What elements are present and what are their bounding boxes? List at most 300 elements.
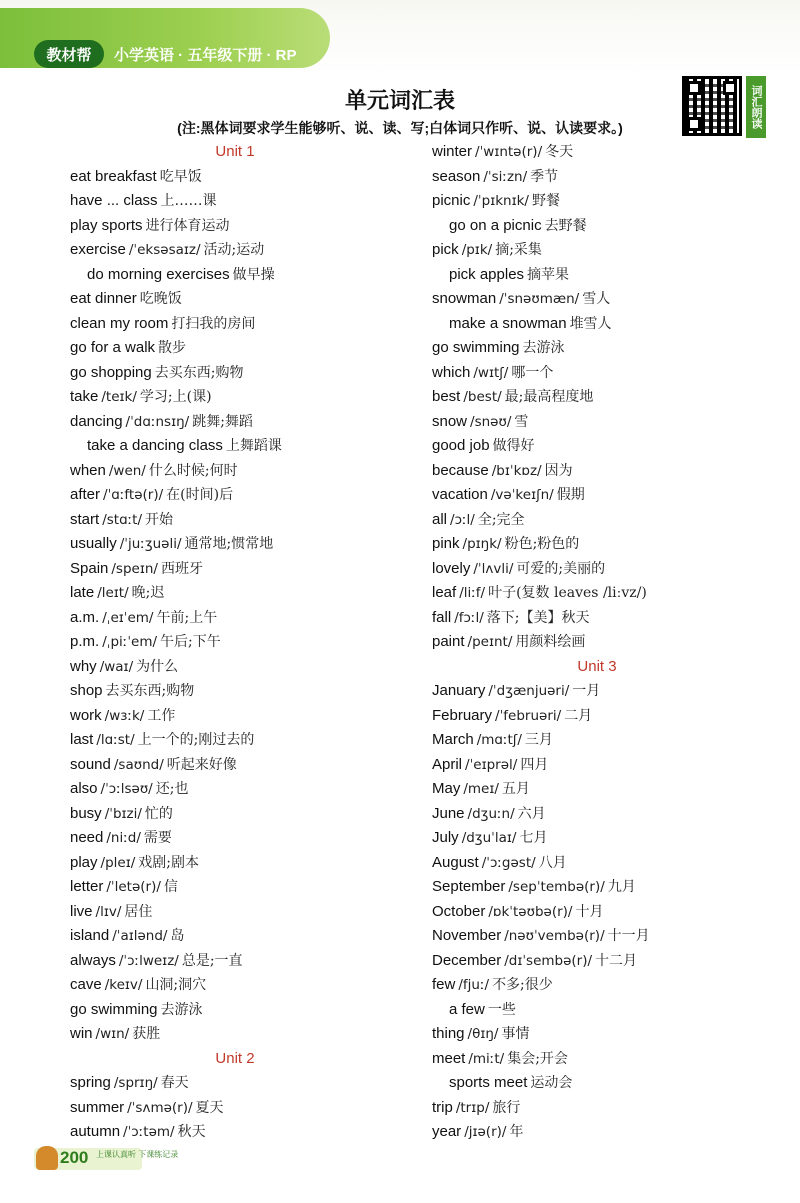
- vocab-entry: [432, 263, 772, 288]
- vocab-entry: [432, 973, 772, 998]
- vocab-entry: [432, 336, 772, 361]
- vocab-meaning: 全;完全: [477, 511, 525, 528]
- vocab-word: pink: [432, 535, 460, 552]
- vocab-meaning: 去野餐: [544, 217, 587, 234]
- vocab-word: when: [70, 461, 106, 479]
- vocab-meaning: 集会;开会: [507, 1050, 568, 1067]
- vocab-meaning: 工作: [147, 707, 176, 724]
- vocab-word: meet: [432, 1049, 466, 1067]
- vocab-column-left: [70, 140, 420, 1145]
- vocab-meaning: 什么时候;何时: [148, 462, 238, 479]
- vocab-meaning: 事情: [501, 1026, 530, 1042]
- vocab-entry: [432, 630, 772, 655]
- vocab-phonetic: /vəˈkeɪʃn/: [490, 487, 554, 503]
- vocab-word: season: [432, 167, 481, 185]
- vocab-entry: [70, 165, 420, 190]
- vocab-entry: [432, 385, 772, 410]
- vocab-word: take: [70, 388, 99, 405]
- vocab-entry: [70, 263, 420, 288]
- vocab-phonetic: /nəʊˈvembə(r)/: [504, 928, 605, 944]
- vocab-phonetic: /θɪŋ/: [467, 1026, 499, 1042]
- vocab-word: sound: [70, 755, 111, 773]
- vocab-phonetic: /ˈɔːtəm/: [123, 1124, 175, 1140]
- vocab-entry: [432, 189, 772, 214]
- footer-tag: 上课认真听 下课练记录: [96, 1150, 179, 1159]
- vocab-word: work: [70, 706, 102, 724]
- vocab-word: Spain: [70, 559, 109, 577]
- vocab-entry: [70, 728, 420, 753]
- vocab-phonetic: /teɪk/: [101, 389, 137, 405]
- vocab-word: January: [432, 682, 486, 699]
- vocab-meaning: 摘苹果: [527, 266, 570, 283]
- vocab-meaning: 获胜: [132, 1026, 161, 1042]
- vocab-word: September: [432, 878, 506, 895]
- vocab-meaning: 四月: [520, 756, 549, 773]
- vocab-meaning: 一些: [487, 1001, 516, 1018]
- vocab-phonetic: /miːt/: [468, 1050, 505, 1067]
- vocab-entry: [70, 1096, 420, 1121]
- vocab-meaning: 上一个的;刚过去的: [137, 732, 255, 748]
- vocab-entry: [70, 704, 420, 729]
- vocab-word: paint: [432, 633, 465, 650]
- vocab-phonetic: /ˈsʌmə(r)/: [127, 1099, 193, 1116]
- vocab-meaning: 摘;采集: [495, 242, 542, 258]
- vocab-word: need: [70, 829, 104, 846]
- vocab-phonetic: /ˈpɪknɪk/: [473, 193, 529, 209]
- vocab-meaning: 八月: [538, 854, 567, 871]
- vocab-meaning: 粉色;粉色的: [504, 536, 580, 552]
- vocab-entry: [432, 826, 772, 851]
- vocab-word: eat dinner: [70, 290, 137, 307]
- vocab-entry: [432, 1047, 772, 1072]
- vocab-word: go swimming: [70, 1000, 158, 1018]
- vocab-phonetic: /ˈlʌvli/: [473, 560, 514, 577]
- vocab-meaning: 九月: [607, 879, 636, 895]
- vocab-entry: [70, 312, 420, 337]
- vocab-entry: [70, 214, 420, 239]
- vocab-meaning: 因为: [544, 462, 573, 479]
- vocab-phonetic: /keɪv/: [104, 977, 143, 993]
- vocab-phonetic: /wen/: [108, 462, 146, 479]
- vocab-meaning: 开始: [145, 511, 174, 528]
- vocab-meaning: 去买东西;购物: [105, 683, 195, 699]
- vocab-word: August: [432, 853, 479, 871]
- vocab-meaning: 午前;上午: [156, 609, 218, 626]
- vocab-word: picnic: [432, 192, 471, 209]
- vocab-meaning: 冬天: [545, 144, 574, 160]
- vocab-phonetic: /ˈjuːʒuəli/: [119, 536, 182, 552]
- vocab-meaning: 戏剧;剧本: [138, 854, 199, 871]
- vocab-word: November: [432, 927, 502, 944]
- vocab-meaning: 岛: [170, 928, 185, 944]
- page-number: 200: [60, 1148, 89, 1167]
- vocab-entry: [432, 287, 772, 312]
- vocab-entry: [432, 851, 772, 876]
- vocab-entry: [70, 508, 420, 533]
- vocab-phonetic: /saʊnd/: [113, 756, 164, 773]
- vocab-meaning: 落下;【美】秋天: [486, 609, 590, 626]
- vocab-word: eat breakfast: [70, 167, 157, 185]
- vocab-word: take a dancing class: [87, 437, 223, 454]
- vocab-entry: [432, 312, 772, 337]
- vocab-meaning: 二月: [564, 707, 593, 724]
- vocab-word: letter: [70, 878, 104, 895]
- vocab-word: trip: [432, 1098, 453, 1116]
- vocab-meaning: 雪: [514, 413, 529, 430]
- vocab-entry: [432, 1096, 772, 1121]
- vocab-word: winter: [432, 143, 473, 160]
- vocab-phonetic: /leɪt/: [97, 585, 129, 601]
- vocab-word: go swimming: [432, 339, 520, 356]
- vocab-entry: [70, 434, 420, 459]
- vocab-word: best: [432, 388, 461, 405]
- vocab-meaning: 午后;下午: [160, 634, 221, 650]
- vocab-entry: [70, 287, 420, 312]
- vocab-meaning: 上舞蹈课: [225, 438, 282, 454]
- vocab-word: snow: [432, 412, 468, 430]
- vocab-word: summer: [70, 1098, 125, 1116]
- vocab-meaning: 去游泳: [522, 340, 565, 356]
- vocab-entry: [70, 949, 420, 974]
- vocab-meaning: 三月: [524, 732, 553, 748]
- vocab-word: do morning exercises: [87, 265, 230, 283]
- vocab-phonetic: /wɪn/: [95, 1026, 130, 1042]
- vocab-phonetic: /sepˈtembə(r)/: [508, 879, 605, 895]
- brand-logo: 教材帮: [34, 40, 104, 68]
- vocab-phonetic: /lɑːst/: [96, 732, 135, 748]
- vocab-word: few: [432, 976, 456, 993]
- vocab-word: start: [70, 510, 100, 528]
- vocab-word: always: [70, 951, 116, 969]
- vocab-meaning: 吃晚饭: [139, 291, 182, 307]
- vocab-word: snowman: [432, 290, 497, 307]
- vocab-phonetic: /ˌeɪˈem/: [102, 609, 154, 626]
- vocab-meaning: 打扫我的房间: [171, 315, 256, 332]
- vocab-meaning: 吃早饭: [159, 168, 202, 185]
- vocab-word: go on a picnic: [449, 216, 542, 234]
- vocab-entry: [432, 753, 772, 778]
- vocab-word: sports meet: [449, 1074, 528, 1091]
- vocab-entry: [70, 385, 420, 410]
- vocab-meaning: 还;也: [155, 781, 189, 797]
- vocab-word: cave: [70, 976, 102, 993]
- vocab-meaning: 做早操: [232, 266, 275, 283]
- vocab-word: clean my room: [70, 314, 169, 332]
- vocab-meaning: 通常地;惯常地: [184, 536, 274, 552]
- vocab-word: exercise: [70, 241, 126, 258]
- vocab-phonetic: /ˈletə(r)/: [106, 879, 161, 895]
- vocab-word: after: [70, 486, 101, 503]
- vocab-entry: [432, 434, 772, 459]
- vocab-word: because: [432, 461, 489, 479]
- vocab-word: busy: [70, 804, 102, 822]
- vocab-entry: [432, 459, 772, 484]
- vocab-word: July: [432, 829, 459, 846]
- vocab-entry: [70, 851, 420, 876]
- vocab-word: February: [432, 706, 493, 724]
- vocab-phonetic: /dʒuˈlaɪ/: [461, 830, 517, 846]
- vocab-phonetic: /ˈsiːzn/: [483, 168, 528, 185]
- vocab-meaning: 季节: [530, 168, 559, 185]
- vocab-word: last: [70, 731, 94, 748]
- vocab-entry: [70, 581, 420, 606]
- vocab-word: usually: [70, 535, 117, 552]
- vocab-word: lovely: [432, 559, 471, 577]
- vocab-word: thing: [432, 1025, 465, 1042]
- vocab-meaning: 听起来好像: [166, 756, 237, 773]
- vocab-entry: [70, 1071, 420, 1096]
- vocab-meaning: 秋天: [177, 1124, 206, 1140]
- vocab-word: why: [70, 657, 97, 675]
- vocab-entry: [432, 581, 772, 606]
- vocab-phonetic: /ˈɔːgəst/: [481, 854, 536, 871]
- vocab-entry: [432, 532, 772, 557]
- vocab-phonetic: /ɔːl/: [450, 511, 475, 528]
- vocab-word: good job: [432, 437, 490, 454]
- vocab-phonetic: /ɒkˈtəʊbə(r)/: [488, 903, 573, 920]
- vocab-word: p.m.: [70, 633, 100, 650]
- vocab-entry: [432, 557, 772, 582]
- vocab-word: autumn: [70, 1123, 121, 1140]
- vocab-meaning: 五月: [501, 781, 530, 797]
- vocab-phonetic: /ˈdʒænjuəri/: [488, 683, 570, 699]
- vocab-word: all: [432, 510, 448, 528]
- vocab-entry: [70, 189, 420, 214]
- vocab-entry: [432, 704, 772, 729]
- vocab-phonetic: /jɪə(r)/: [464, 1124, 507, 1140]
- vocab-meaning: 用颜料绘画: [515, 634, 586, 650]
- vocab-entry: [70, 802, 420, 827]
- vocab-meaning: 散步: [158, 340, 187, 356]
- vocab-meaning: 十二月: [595, 952, 638, 969]
- vocab-phonetic: /fjuː/: [458, 977, 490, 993]
- vocab-meaning: 上……课: [160, 193, 217, 209]
- vocab-phonetic: /ˈeɪprəl/: [465, 756, 518, 773]
- vocab-meaning: 去买东西;购物: [154, 364, 244, 381]
- vocab-meaning: 十月: [575, 903, 604, 920]
- vocab-entry: [70, 483, 420, 508]
- vocab-meaning: 假期: [556, 487, 585, 503]
- vocab-entry: [432, 483, 772, 508]
- vocab-word: pick apples: [449, 265, 525, 283]
- vocab-entry: [70, 1120, 420, 1145]
- vocab-entry: [432, 949, 772, 974]
- vocab-meaning: 山洞;洞穴: [145, 977, 207, 993]
- vocab-word: April: [432, 755, 463, 773]
- vocab-entry: [70, 410, 420, 435]
- vocab-entry: [70, 606, 420, 631]
- vocab-entry: [432, 679, 772, 704]
- vocab-entry: [432, 900, 772, 925]
- vocab-word: vacation: [432, 486, 488, 503]
- page-note: (注:黑体词要求学生能够听、说、读、写;白体词只作听、说、认读要求。): [177, 120, 623, 136]
- vocab-phonetic: /bɪˈkɒz/: [491, 462, 542, 479]
- vocab-word: March: [432, 731, 474, 748]
- vocab-meaning: 学习;上(课): [139, 389, 212, 405]
- vocab-word: May: [432, 780, 461, 797]
- vocab-phonetic: /dʒuːn/: [467, 805, 515, 822]
- vocab-phonetic: /meɪ/: [463, 781, 499, 797]
- vocab-phonetic: /pɪk/: [461, 242, 493, 258]
- book-title: 小学英语 · 五年级下册 · RP: [114, 47, 297, 64]
- vocab-phonetic: /peɪnt/: [467, 634, 513, 650]
- vocab-entry: [432, 361, 772, 386]
- vocab-phonetic: /pɪŋk/: [462, 536, 502, 552]
- vocab-phonetic: /ˈsnəʊmæn/: [499, 291, 580, 307]
- vocab-word: dancing: [70, 412, 123, 430]
- unit-heading: Unit 3: [577, 657, 617, 675]
- vocab-word: go for a walk: [70, 339, 156, 356]
- vocab-word: December: [432, 951, 502, 969]
- vocab-entry: [432, 165, 772, 190]
- vocab-entry: [70, 1022, 420, 1047]
- vocab-entry: [70, 459, 420, 484]
- mascot-icon: [36, 1146, 58, 1170]
- vocab-entry: [432, 875, 772, 900]
- vocab-entry: [432, 238, 772, 263]
- vocab-phonetic: /mɑːtʃ/: [476, 732, 522, 748]
- vocab-word: fall: [432, 608, 452, 626]
- vocab-meaning: 跳舞;舞蹈: [192, 413, 253, 430]
- vocab-meaning: 哪一个: [511, 364, 554, 381]
- vocab-word: late: [70, 584, 95, 601]
- vocab-meaning: 堆雪人: [569, 315, 612, 332]
- vocab-meaning: 年: [509, 1124, 524, 1140]
- vocab-word: year: [432, 1123, 462, 1140]
- vocab-column-right: [432, 140, 772, 1145]
- vocab-entry: [70, 679, 420, 704]
- vocab-meaning: 做得好: [492, 438, 535, 454]
- vocab-phonetic: /wɜːk/: [104, 707, 145, 724]
- vocab-entry: [432, 140, 772, 165]
- unit-heading: Unit 1: [215, 143, 255, 160]
- vocab-phonetic: /ˈbɪzi/: [104, 805, 142, 822]
- vocab-phonetic: /ˈfebruəri/: [495, 707, 562, 724]
- vocab-meaning: 七月: [519, 830, 548, 846]
- vocab-entry: [70, 238, 420, 263]
- vocab-phonetic: /lɪv/: [95, 903, 122, 920]
- vocab-meaning: 一月: [572, 683, 601, 699]
- vocab-phonetic: /niːd/: [106, 830, 141, 846]
- vocab-meaning: 不多;很少: [492, 977, 553, 993]
- vocab-word: a few: [449, 1000, 485, 1018]
- vocab-entry: [432, 1120, 772, 1145]
- vocab-word: pick: [432, 241, 459, 258]
- vocab-word: island: [70, 927, 110, 944]
- vocab-entry: [432, 728, 772, 753]
- vocab-phonetic: /dɪˈsembə(r)/: [504, 952, 593, 969]
- qr-tag: 词汇朗读: [746, 76, 766, 138]
- vocab-meaning: 六月: [517, 805, 546, 822]
- vocab-meaning: 在(时间)后: [166, 487, 234, 503]
- vocab-meaning: 忙的: [144, 805, 173, 822]
- vocab-word: shop: [70, 682, 103, 699]
- vocab-entry: [432, 998, 772, 1023]
- vocab-phonetic: /waɪ/: [99, 658, 134, 675]
- vocab-entry: [432, 802, 772, 827]
- vocab-phonetic: /best/: [463, 389, 502, 405]
- vocab-phonetic: /pleɪ/: [100, 854, 136, 871]
- vocab-entry: [70, 630, 420, 655]
- vocab-entry: [432, 508, 772, 533]
- vocab-phonetic: /ˌpiːˈem/: [102, 634, 158, 650]
- vocab-word: also: [70, 780, 98, 797]
- vocab-entry: [70, 777, 420, 802]
- vocab-phonetic: /ˈɔːlweɪz/: [118, 952, 179, 969]
- vocab-word: make a snowman: [449, 314, 567, 332]
- vocab-meaning: 野餐: [531, 193, 560, 209]
- vocab-entry: [432, 777, 772, 802]
- vocab-meaning: 晚;迟: [131, 585, 165, 601]
- vocab-phonetic: /ˈɔːlsəʊ/: [100, 781, 153, 797]
- vocab-word: which: [432, 363, 471, 381]
- vocab-word: go shopping: [70, 363, 152, 381]
- vocab-meaning: 居住: [124, 903, 153, 920]
- vocab-meaning: 进行体育运动: [145, 217, 230, 234]
- vocab-word: a.m.: [70, 608, 100, 626]
- vocab-phonetic: /fɔːl/: [454, 609, 484, 626]
- vocab-meaning: 需要: [143, 830, 172, 846]
- vocab-meaning: 十一月: [607, 928, 650, 944]
- vocab-entry: [70, 900, 420, 925]
- vocab-phonetic: /ˈaɪlənd/: [112, 928, 168, 944]
- vocab-entry: [70, 532, 420, 557]
- vocab-word: June: [432, 804, 465, 822]
- unit-heading: Unit 2: [215, 1049, 255, 1067]
- vocab-word: spring: [70, 1074, 111, 1091]
- vocab-entry: [70, 655, 420, 680]
- vocab-meaning: 西班牙: [160, 560, 203, 577]
- vocab-meaning: 去游泳: [160, 1001, 203, 1018]
- page-title: 单元词汇表: [344, 88, 455, 113]
- vocab-phonetic: /trɪp/: [455, 1099, 490, 1116]
- vocab-phonetic: /ˈɑːftə(r)/: [103, 487, 164, 503]
- vocab-meaning: 最;最高程度地: [504, 389, 594, 405]
- vocab-entry: [432, 606, 772, 631]
- vocab-phonetic: /sprɪŋ/: [113, 1075, 158, 1091]
- vocab-meaning: 夏天: [195, 1099, 224, 1116]
- vocab-entry: [70, 998, 420, 1023]
- vocab-entry: [432, 924, 772, 949]
- vocab-meaning: 活动;运动: [203, 242, 265, 258]
- vocab-entry: [70, 826, 420, 851]
- vocab-phonetic: /speɪn/: [111, 560, 158, 577]
- vocab-entry: [70, 557, 420, 582]
- vocab-entry: [70, 924, 420, 949]
- vocab-meaning: 信: [163, 879, 178, 895]
- vocab-meaning: 可爱的;美丽的: [516, 560, 606, 577]
- vocab-entry: [70, 875, 420, 900]
- vocab-word: play sports: [70, 216, 143, 234]
- vocab-meaning: 为什么: [136, 658, 179, 675]
- vocab-word: have ... class: [70, 192, 158, 209]
- vocab-meaning: 叶子(复数 leaves /liːvz/): [488, 585, 647, 601]
- vocab-meaning: 运动会: [530, 1075, 573, 1091]
- vocab-phonetic: /stɑːt/: [102, 511, 143, 528]
- vocab-entry: [70, 361, 420, 386]
- vocab-word: play: [70, 853, 98, 871]
- vocab-entry: [70, 336, 420, 361]
- vocab-entry: [432, 1022, 772, 1047]
- vocab-entry: [70, 973, 420, 998]
- vocab-entry: [432, 410, 772, 435]
- vocab-phonetic: /snəʊ/: [470, 413, 512, 430]
- vocab-meaning: 旅行: [492, 1099, 521, 1116]
- vocab-phonetic: /liːf/: [459, 585, 486, 601]
- vocab-entry: [432, 214, 772, 239]
- vocab-word: win: [70, 1025, 93, 1042]
- vocab-entry: [70, 753, 420, 778]
